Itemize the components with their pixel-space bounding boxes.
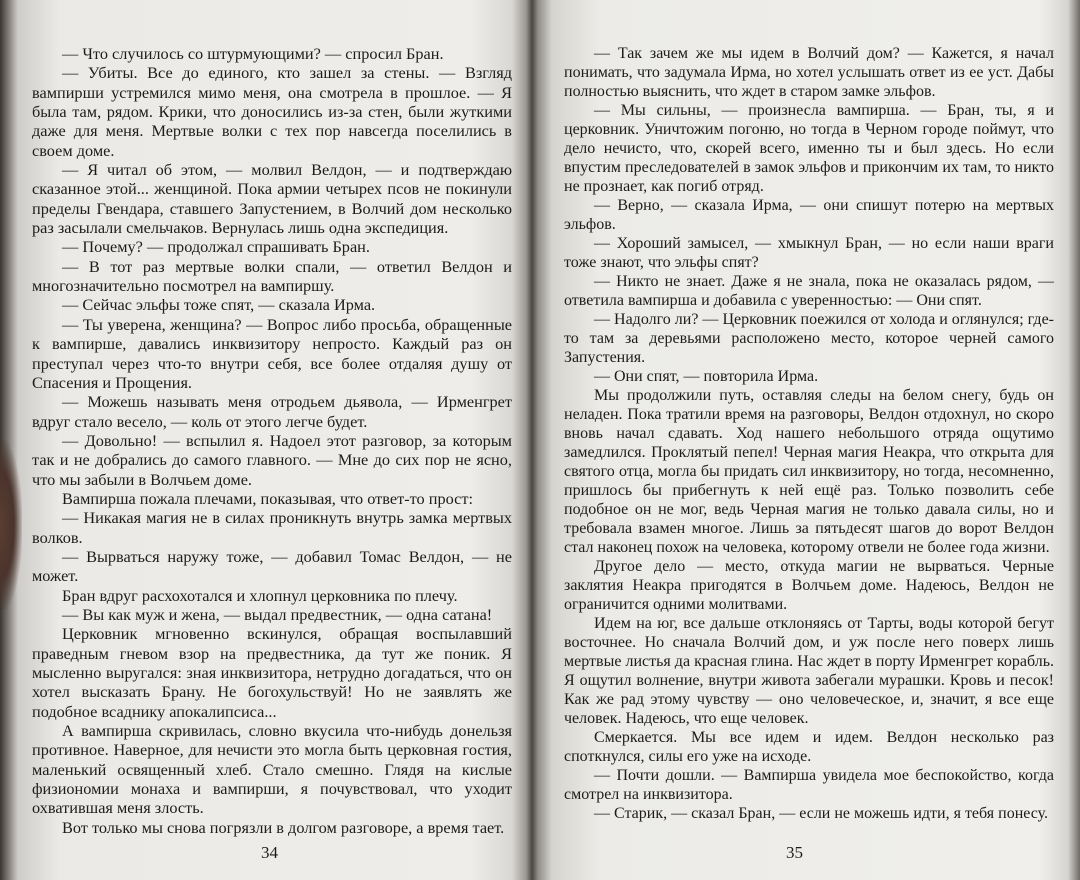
paragraph: Идем на юг, все дальше отклоняясь от Тарты, воды которой бегут восточнее. Но сначала Волчий дом, и уж после него поверх лишь мертвые листья да красная глина. Нас ждет в порту Ирменгрет корабль. Я ощутил волнение, внутри живота забегали мурашки. Кровь и песок! Как же рад этому чувству — оно человеческое, и, значит, я все еще человек. Надеюсь, что еще человек.: [564, 615, 1054, 727]
paragraph: — Так зачем же мы идем в Волчий дом? — Кажется, я начал понимать, что задумала Ирма, но хотел услышать ответ из ее уст. Дабы полностью выяснить, что ждет в старом замке эльфов.: [564, 45, 1054, 100]
paragraph: Вампирша пожала плечами, показывая, что ответ-то прост:: [62, 488, 474, 508]
right-page: [560, 0, 1060, 880]
paragraph: — Я читал об этом, — молвил Велдон, — и подтверждаю сказанное этой... женщиной. Пока армии четырех псов не покинули пределы Гвендара, ставшего Запустением, в Волчий дом несколько раз засылали смельчаков. Вернулась лишь одна экспедиция.: [32, 160, 512, 238]
paragraph: Смеркается. Мы все идем и идем. Велдон несколько раз споткнулся, силы его уже на исходе.: [564, 729, 1054, 765]
page-number: 35: [786, 843, 803, 862]
right-page-text: [564, 44, 1054, 823]
paragraph: Бран вдруг расхохотался и хлопнул церковника по плечу.: [62, 585, 458, 605]
paragraph: А вампирша скривилась, словно вкусила что-нибудь донельзя противное. Наверное, для нечисти это могла быть церковная гостия, маленький освященный хлеб. Стало смешно. Глядя на кислые физиономии монаха и вампирши, я почувствовал, что уходит охватившая меня злость.: [32, 721, 512, 818]
paragraph: — Убиты. Все до единого, кто зашел за стены. — Взгляд вампирши устремился мимо меня, она смотрела в прошлое. — Я была там, рядом. Крики, что доносились из-за стен, были жуткими даже для меня. Мертвые волки с тех пор навсегда поселились в своем доме.: [32, 63, 512, 160]
paragraph: — Что случилось со штурмующими? — спросил Бран.: [62, 44, 444, 63]
paragraph: Другое дело — место, откуда магии не вырваться. Черные заклятия Неакра пригодятся в Волчьем доме. Надеюсь, Велдон не ограничится одними молитвами.: [564, 558, 1054, 613]
paragraph: — Мы сильны, — произнесла вампирша. — Бран, ты, я и церковник. Уничтожим погоню, но тогда в Черном городе поймут, что дело нечисто, что, скорей всего, именно ты и был здесь. Но если впустим преследователей в замок эльфов и прикончим их там, то никто не прознает, как погиб отряд.: [564, 102, 1054, 195]
paragraph: — Сейчас эльфы тоже спят, — сказала Ирма.: [62, 295, 376, 315]
paragraph: — Никакая магия не в силах проникнуть внутрь замка мертвых волков.: [32, 508, 512, 547]
paragraph: — Почти дошли. — Вампирша увидела мое беспокойство, когда смотрел на инквизитора.: [564, 767, 1054, 803]
paragraph: — Почему? — продолжал спрашивать Бран.: [62, 237, 370, 257]
paragraph: — Старик, — сказал Бран, — если не можешь идти, я тебя понесу.: [594, 805, 1049, 822]
thumb-shadow: [0, 440, 22, 610]
paragraph: — В тот раз мертвые волки спали, — ответил Велдон и многозначительно посмотрел на вампиршу.: [32, 256, 512, 296]
paragraph: — Надолго ли? — Церковник поежился от холода и оглянулся; где-то там за деревьями расположено место, которое черней самого Запустения.: [564, 311, 1054, 366]
paragraph: — Можешь называть меня отродьем дьявола, — Ирменгрет вдруг стало весело, — коль от этого легче будет.: [32, 392, 512, 431]
paragraph: Мы продолжили путь, оставляя следы на белом снегу, будь он неладен. Пока тратили время на разговоры, Велдон отдохнул, но скоро вновь начал сдавать. Ход нашего небольшого отряда ощутимо замедлился. Проклятый пепел! Черная магия Неакра, что открыта для святого отца, могла бы придать сил инквизитору, но тогда, несомненно, пришлось бы прибегнуть к ней ещё раз. Только позволить себе подобное он не мог, ведь Черная магия не только давала силы, но и требовала взамен многое. Лишь за пятьдесят шагов до ворот Велдон стал наконец похож на человека, которому отвели не более года жизни.: [564, 387, 1054, 556]
paragraph: — Довольно! — вспылил я. Надоел этот разговор, за которым так и не добрались до самого главного. — Мне до сих пор не ясно, что мы забыли в Волчьем доме.: [32, 430, 512, 489]
paragraph: Церковник мгновенно вскинулся, обращая воспылавший праведным гневом взор на предвестника, да тут же поник. Я мысленно выругался: зная инквизитора, нетрудно догадаться, что он хотел высказать Брану. Не богохульствуй! Но не заявлять же подобное всаднику апокалипсиса...: [32, 624, 512, 721]
left-page-text: [32, 44, 512, 837]
paragraph: — Вы как муж и жена, — выдал предвестник, — одна сатана!: [62, 604, 493, 624]
paragraph: — Верно, — сказала Ирма, — они спишут потерю на мертвых эльфов.: [564, 197, 1054, 233]
paragraph: — Они спят, — повторила Ирма.: [594, 368, 819, 385]
page-number: 34: [261, 843, 278, 862]
paragraph: — Ты уверена, женщина? — Вопрос либо просьба, обращенные к вампирше, давались инквизитору непросто. Каждый раз он преступал через что-то внутри себя, все более отдаляя душу от Спасения и Прощения.: [32, 314, 512, 392]
paragraph: — Никто не знает. Даже я не знала, пока не оказалась рядом, — ответила вампирша и добавила с уверенностью: — Они спят.: [564, 273, 1054, 309]
left-page: [28, 0, 516, 880]
paragraph: Вот только мы снова погрязли в долгом разговоре, а время тает.: [62, 817, 505, 837]
paragraph: — Хороший замысел, — хмыкнул Бран, — но если наши враги тоже знают, что эльфы спят?: [564, 235, 1054, 271]
paragraph: — Вырваться наружу тоже, — добавил Томас Велдон, — не может.: [32, 546, 512, 586]
